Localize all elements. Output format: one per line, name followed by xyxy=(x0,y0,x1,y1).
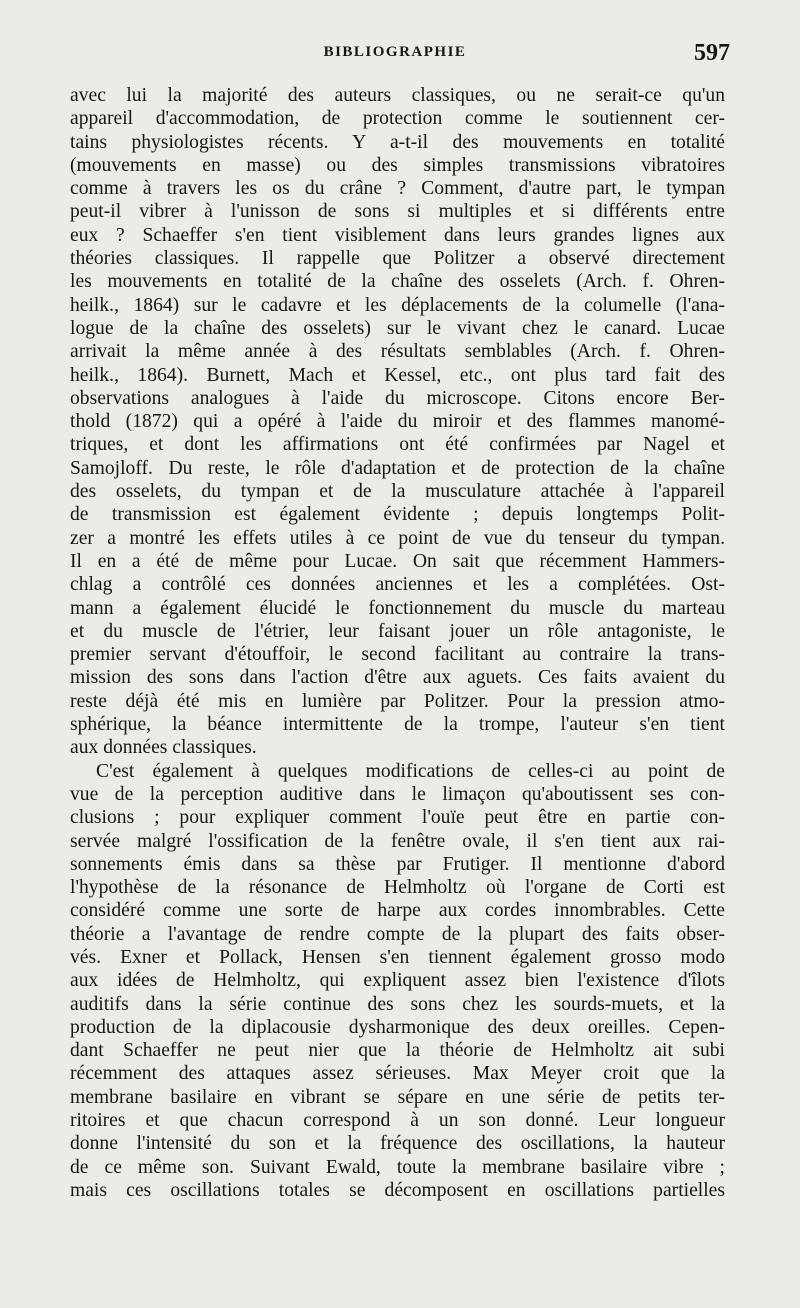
text-line: Il en a été de même pour Lucae. On sait que récemment Hammers- xyxy=(70,550,725,572)
text-line: mais ces oscillations totales se décomposent en oscillations partielles xyxy=(70,1179,725,1201)
text-line: sphérique, la béance intermittente de la trompe, l'auteur s'en tient xyxy=(70,714,725,736)
text-line: avec lui la majorité des auteurs classiques, ou ne serait-ce qu'un xyxy=(70,85,725,106)
text-line: clusions ; pour expliquer comment l'ouïe peut être en partie con- xyxy=(70,807,725,829)
text-line: donne l'intensité du son et la fréquence des oscillations, la hauteur xyxy=(70,1133,725,1155)
text-line: les mouvements en totalité de la chaîne des osselets (Arch. f. Ohren- xyxy=(70,271,725,293)
text-line: mann a également élucidé le fonctionnement du muscle du marteau xyxy=(70,597,725,619)
text-line: théorie a l'avantage de rendre compte de la plupart des faits obser- xyxy=(70,923,725,945)
text-line: heilk., 1864) sur le cadavre et les déplacements de la columelle (l'ana- xyxy=(70,294,725,316)
text-line: servée malgré l'ossification de la fenêtre ovale, il s'en tient aux rai- xyxy=(70,830,725,852)
text-line: de ce même son. Suivant Ewald, toute la membrane basilaire vibre ; xyxy=(70,1156,725,1178)
text-line: considéré comme une sorte de harpe aux cordes innombrables. Cette xyxy=(70,900,725,922)
text-line: zer a montré les effets utiles à ce point de vue du tenseur du tympan. xyxy=(70,527,725,549)
text-line: reste déjà été mis en lumière par Politzer. Pour la pression atmo- xyxy=(70,690,725,712)
text-line: dant Schaeffer ne peut nier que la théorie de Helmholtz ait subi xyxy=(70,1040,725,1062)
text-line: appareil d'accommodation, de protection comme le soutiennent cer- xyxy=(70,108,725,130)
text-line: C'est également à quelques modifications de celles-ci au point de xyxy=(96,760,725,782)
text-line: récemment des attaques assez sérieuses. Max Meyer croit que la xyxy=(70,1063,725,1085)
text-line: eux ? Schaeffer s'en tient visiblement dans leurs grandes lignes aux xyxy=(70,224,725,246)
text-line: ritoires et que chacun correspond à un son donné. Leur longueur xyxy=(70,1110,725,1132)
text-line: chlag a contrôlé ces données anciennes et les a complétées. Ost- xyxy=(70,574,725,596)
text-line: tains physiologistes récents. Y a-t-il des mouvements en totalité xyxy=(70,131,725,153)
text-line: théories classiques. Il rappelle que Politzer a observé directement xyxy=(70,248,725,270)
text-line: sonnements émis dans sa thèse par Frutiger. Il mentionne d'abord xyxy=(70,853,725,875)
text-line: Samojloff. Du reste, le rôle d'adaptation et de protection de la chaîne xyxy=(70,457,725,479)
text-line: aux données classiques. xyxy=(70,737,257,759)
text-line: auditifs dans la série continue des sons chez les sourds-muets, et la xyxy=(70,993,725,1015)
text-line: membrane basilaire en vibrant se sépare en une série de petits ter- xyxy=(70,1086,725,1108)
text-line: production de la diplacousie dysharmonique des deux oreilles. Cepen- xyxy=(70,1016,725,1038)
text-line: logue de la chaîne des osselets) sur le vivant chez le canard. Lucae xyxy=(70,317,725,339)
text-line: de transmission est également évidente ; depuis longtemps Polit- xyxy=(70,504,725,526)
text-line: vés. Exner et Pollack, Hensen s'en tiennent également grosso modo xyxy=(70,946,725,968)
text-line: premier servant d'étouffoir, le second facilitant au contraire la trans- xyxy=(70,644,725,666)
text-line: arrivait la même année à des résultats semblables (Arch. f. Ohren- xyxy=(70,341,725,363)
text-line: vue de la perception auditive dans le limaçon qu'aboutissent ses con- xyxy=(70,783,725,805)
page-number: 597 xyxy=(694,40,730,66)
text-line: (mouvements en masse) ou des simples transmissions vibratoires xyxy=(70,154,725,176)
text-line: des osselets, du tympan et de la musculature attachée à l'appareil xyxy=(70,481,725,503)
text-line: mission des sons dans l'action d'être aux aguets. Ces faits avaient du xyxy=(70,667,725,689)
text-line: observations analogues à l'aide du microscope. Citons encore Ber- xyxy=(70,387,725,409)
text-line: thold (1872) qui a opéré à l'aide du miroir et des flammes manomé- xyxy=(70,411,725,433)
page-header xyxy=(60,40,730,74)
body-text xyxy=(70,84,725,1202)
running-title: BIBLIOGRAPHIE xyxy=(323,44,467,60)
text-line: aux idées de Helmholtz, qui expliquent assez bien l'existence d'îlots xyxy=(70,970,725,992)
text-line: et du muscle de l'étrier, leur faisant jouer un rôle antagoniste, le xyxy=(70,620,725,642)
text-line: l'hypothèse de la résonance de Helmholtz où l'organe de Corti est xyxy=(70,877,725,899)
text-line: heilk., 1864). Burnett, Mach et Kessel, etc., ont plus tard fait des xyxy=(70,364,725,386)
text-line: peut-il vibrer à l'unisson de sons si multiples et si différents entre xyxy=(70,201,725,223)
text-line: comme à travers les os du crâne ? Comment, d'autre part, le tympan xyxy=(70,178,725,200)
text-line: triques, et dont les affirmations ont été confirmées par Nagel et xyxy=(70,434,725,456)
